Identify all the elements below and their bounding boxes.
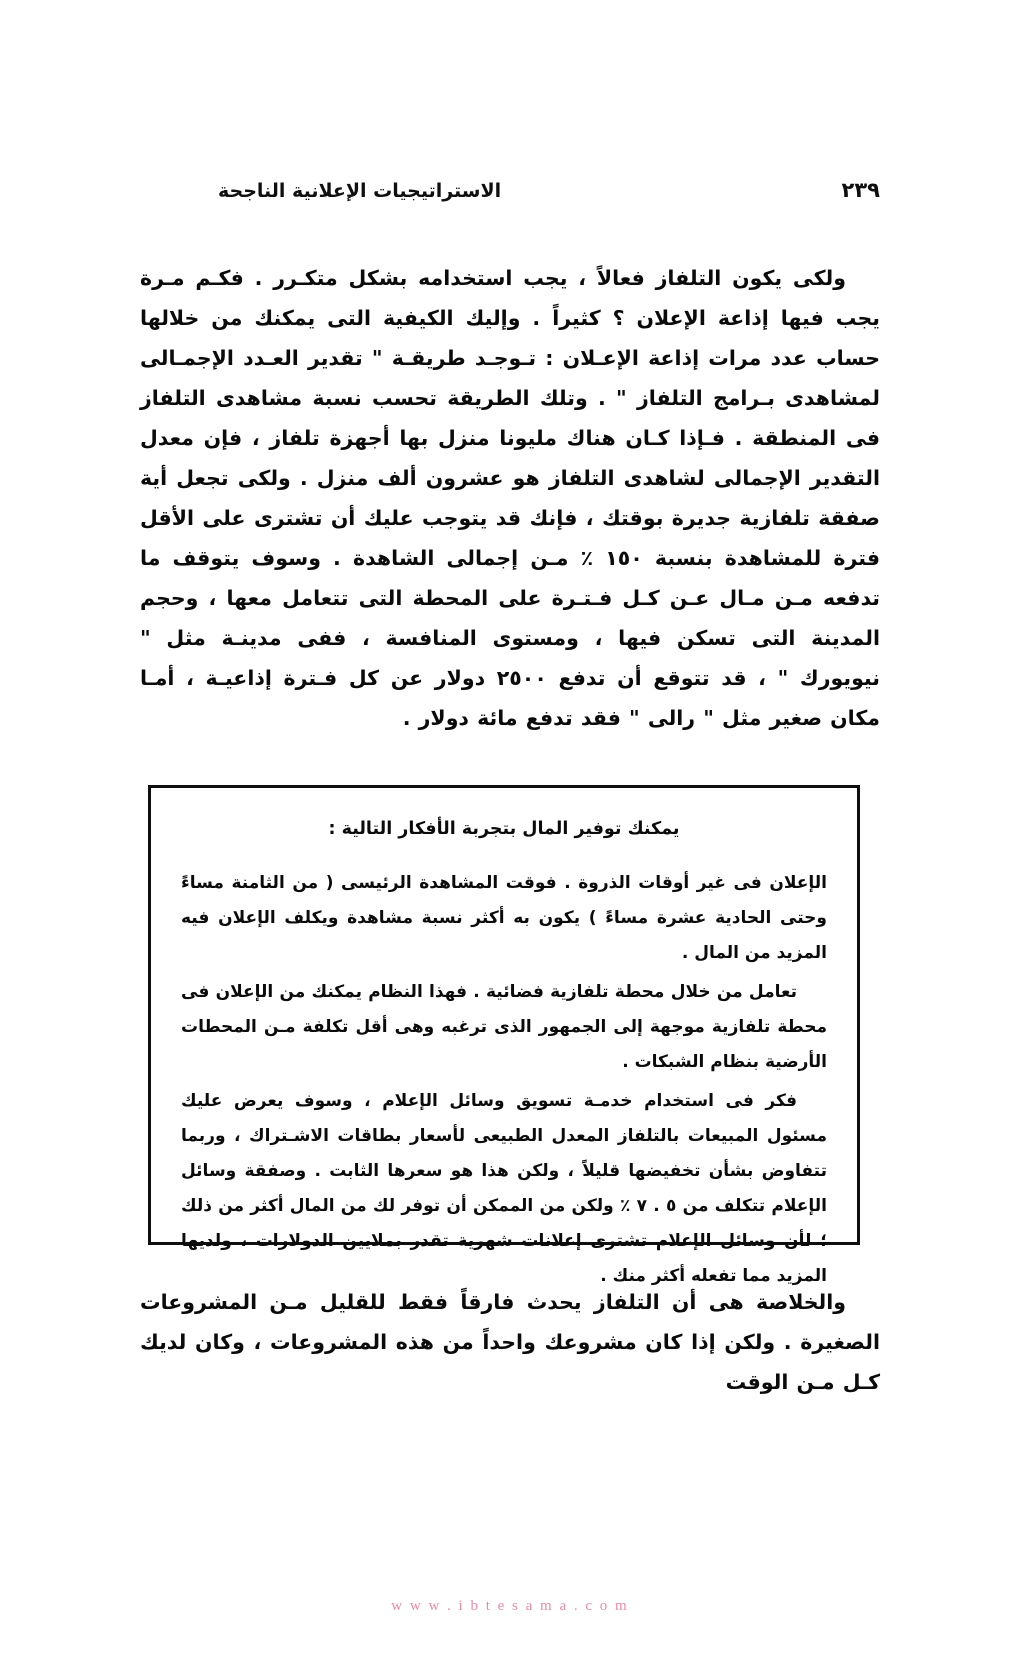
page-number: ٢٣٩ <box>841 178 880 202</box>
paragraph-text: والخلاصة هى أن التلفاز يحدث فارقاً فقط للقليل مـن المشروعات الصغيرة . ولكن إذا كان مشروعك واحداً من هذه المشروعات ، وكان لديك كـل مـن الوقت <box>140 1290 880 1394</box>
body-paragraph-top <box>140 258 880 738</box>
running-head <box>140 178 880 208</box>
footer-watermark: w w w . i b t e s a m a . c o m <box>391 1598 629 1614</box>
body-paragraph-bottom <box>140 1282 880 1402</box>
callout-box <box>148 785 860 1286</box>
callout-title: يمكنك توفير المال بتجربة الأفكار التالية : <box>328 819 680 839</box>
callout-item: فكر فى استخدام خدمـة تسويق وسائل الإعلام ، وسوف يعرض عليك مسئول المبيعات بالتلفاز المعدل الطبيعى لأسعار بطاقات الاشـتراك ، وربما تتفاوض بشأن تخفيضها قليلاً ، ولكن هذا هو سعرها الثابت . وصفقة وسائل الإعلام تتكلف من ٥ . ٧ ٪ ولكن من الممكن أن توفر لك من المال أكثر من ذلك ؛ لأن وسائل الإعلام تشترى إعلانات شهرية تقدر بملايين الدولارات ، ولديها المزيد مما تفعله أكثر منك . <box>181 1091 828 1286</box>
callout-item: الإعلان فى غير أوقات الذروة . فوقت المشاهدة الرئيسى ( من الثامنة مساءً وحتى الحادية عشرة مساءً ) يكون به أكثر نسبة مشاهدة ويكلف الإعلان فيه المزيد من المال . <box>181 873 827 963</box>
paragraph-text: ولكى يكون التلفاز فعالاً ، يجب استخدامه بشكل متكـرر . فكـم مـرة يجب فيها إذاعة الإعلان ؟ كثيراً . وإليك الكيفية التى يمكنك من خلالها حساب عدد مرات إذاعة الإعـلان : تـوجـد طريقـة " تقدير العـدد الإجمـالى لمشاهدى بـرامج التلفاز " . وتلك الطريقة تحسب نسبة مشاهدى التلفاز فى المنطقة . فـإذا كـان هناك مليونا منزل بها أجهزة تلفاز ، فإن معدل التقدير الإجمالى لشاهدى التلفاز هو عشرون ألف منزل . ولكى تجعل أية صفقة تلفازية جديرة بوقتك ، فإنك قد يتوجب عليك أن تشترى على الأقل فترة للمشاهدة بنسبة ١٥٠ ٪ مـن إجمالى الشاهدة . وسوف يتوقف ما تدفعه مـن مـال عـن كـل فـتـرة على المحطة التى تتعامل معها ، وحجم المدينة التى تسكن فيها ، ومستوى المنافسة ، ففى مدينـة مثل " نيويورك " ، قد تتوقع أن تدفع ٢٥٠٠ دولار عن كل فـترة إذاعيـة ، أمـا مكان صغير مثل " رالى " فقد تدفع مائة دولار . <box>140 266 881 730</box>
callout-item: تعامل من خلال محطة تلفازية فضائية . فهذا النظام يمكنك من الإعلان فى محطة تلفازية موجهة إلى الجمهور الذى ترغبه وهى أقل تكلفة مـن المحطات الأرضية بنظام الشبكات . <box>181 982 827 1072</box>
running-head-title: الاستراتيجيات الإعلانية الناجحة <box>218 180 502 202</box>
callout-body <box>181 866 827 1294</box>
